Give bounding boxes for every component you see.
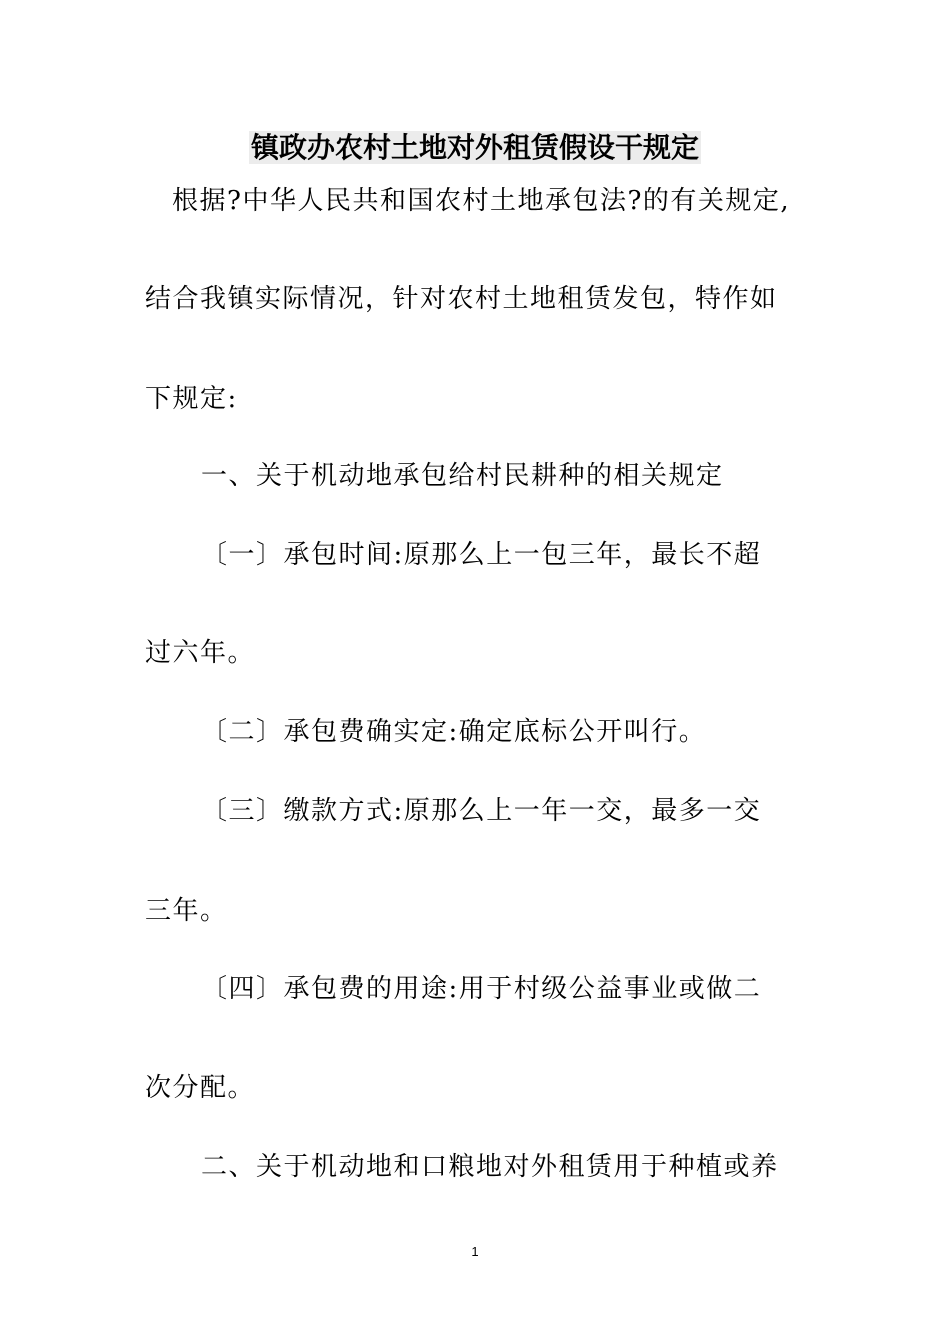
paragraph-line-1: 根据?中华人民共和国农村土地承包法?的有关规定, [172,186,791,216]
paragraph-line-10: 〔四〕承包费的用途:用于村级公益事业或做二 [201,974,762,1004]
paragraph-line-5: 〔一〕承包时间:原那么上一包三年，最长不超 [201,540,762,570]
paragraph-line-2: 结合我镇实际情况，针对农村土地租赁发包，特作如 [145,284,778,314]
document-title: 镇政办农村土地对外租赁假设干规定 [250,131,699,164]
paragraph-line-6: 过六年。 [145,638,256,668]
paragraph-line-11: 次分配。 [145,1073,256,1103]
paragraph-line-7: 〔二〕承包费确实定:确定底标公开叫行。 [201,717,707,747]
section-heading-1: 一、关于机动地承包给村民耕种的相关规定 [201,461,724,491]
page-number: 1 [471,1244,479,1259]
section-heading-2: 二、关于机动地和口粮地对外租赁用于种植或养 [201,1152,779,1182]
paragraph-line-8: 〔三〕缴款方式:原那么上一年一交，最多一交 [201,796,762,826]
paragraph-line-3: 下规定: [145,384,238,414]
paragraph-line-9: 三年。 [145,896,228,926]
